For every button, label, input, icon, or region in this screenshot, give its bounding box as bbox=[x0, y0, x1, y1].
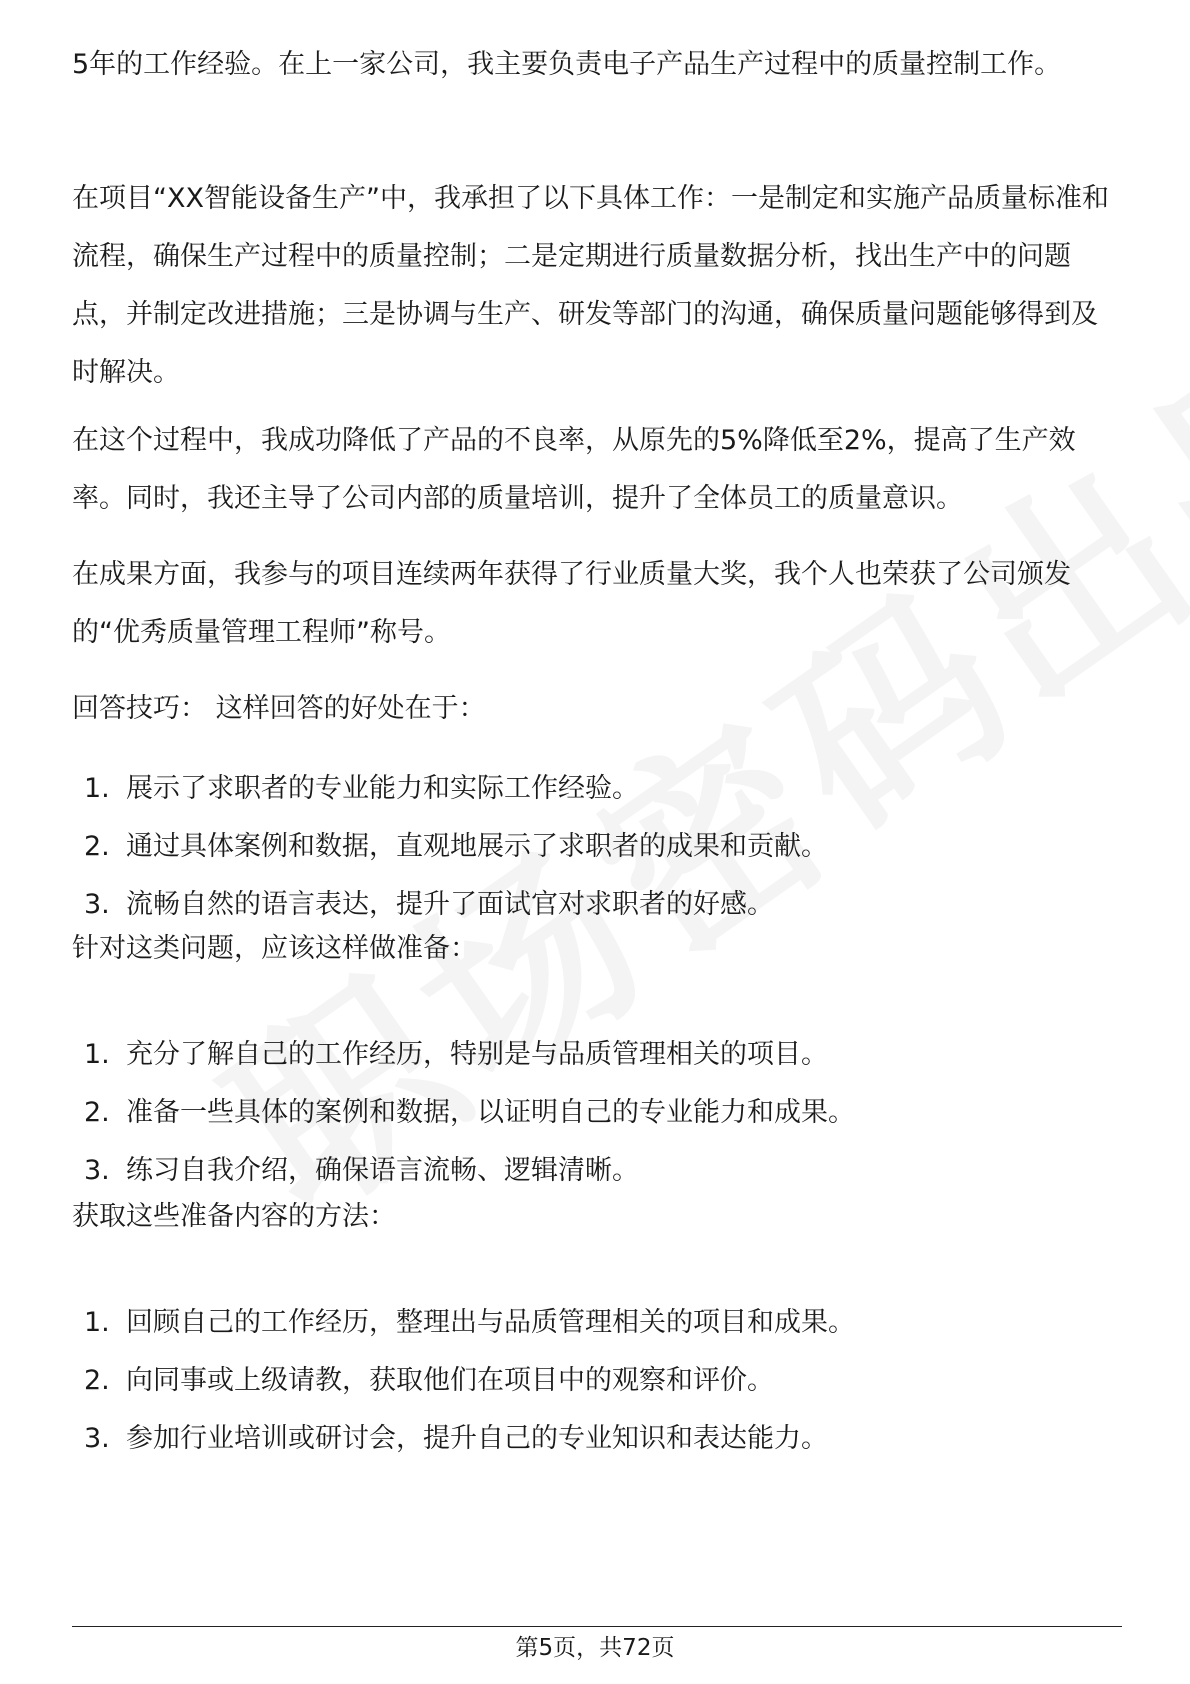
heading-preparation: 针对这类问题，应该这样做准备： bbox=[72, 933, 477, 964]
list-item: 1. 充分了解自己的工作经历，特别是与品质管理相关的项目。 bbox=[84, 1039, 828, 1070]
list-item: 2. 通过具体案例和数据，直观地展示了求职者的成果和贡献。 bbox=[84, 831, 828, 862]
footer-divider bbox=[72, 1626, 1122, 1627]
page-number: 第5页，共72页 bbox=[515, 1635, 675, 1661]
heading-methods: 获取这些准备内容的方法： bbox=[72, 1201, 396, 1232]
list-item: 3. 流畅自然的语言表达，提升了面试官对求职者的好感。 bbox=[84, 889, 774, 920]
list-preparation bbox=[72, 1026, 1122, 1200]
list-item: 3. 参加行业培训或研讨会，提升自己的专业知识和表达能力。 bbox=[84, 1423, 828, 1454]
list-item: 2. 向同事或上级请教，获取他们在项目中的观察和评价。 bbox=[84, 1365, 774, 1396]
heading-answer-tips: 回答技巧： 这样回答的好处在于： bbox=[72, 693, 486, 724]
list-item: 1. 展示了求职者的专业能力和实际工作经验。 bbox=[84, 773, 639, 804]
paragraph-awards: 在成果方面，我参与的项目连续两年获得了行业质量大奖，我个人也荣获了公司颁发的“优秀质量管理工程师”称号。 bbox=[72, 559, 1071, 648]
list-item: 2. 准备一些具体的案例和数据，以证明自己的专业能力和成果。 bbox=[84, 1097, 855, 1128]
paragraph-project-duties: 在项目“XX智能设备生产”中，我承担了以下具体工作：一是制定和实施产品质量标准和流程，确保生产过程中的质量控制；二是定期进行质量数据分析，找出生产中的问题点，并制定改进措施；三是协调与生产、研发等部门的沟通，确保质量问题能够得到及时解决。 bbox=[72, 183, 1109, 388]
paragraph-work-experience: 5年的工作经验。在上一家公司，我主要负责电子产品生产过程中的质量控制工作。 bbox=[72, 49, 1062, 80]
list-item: 1. 回顾自己的工作经历，整理出与品质管理相关的项目和成果。 bbox=[84, 1307, 855, 1338]
paragraph-achievements-process: 在这个过程中，我成功降低了产品的不良率，从原先的5%降低至2%，提高了生产效率。同时，我还主导了公司内部的质量培训，提升了全体员工的质量意识。 bbox=[72, 425, 1076, 514]
list-answer-benefits bbox=[72, 760, 1122, 934]
list-item: 3. 练习自我介绍，确保语言流畅、逻辑清晰。 bbox=[84, 1155, 639, 1186]
list-methods bbox=[72, 1294, 1122, 1468]
